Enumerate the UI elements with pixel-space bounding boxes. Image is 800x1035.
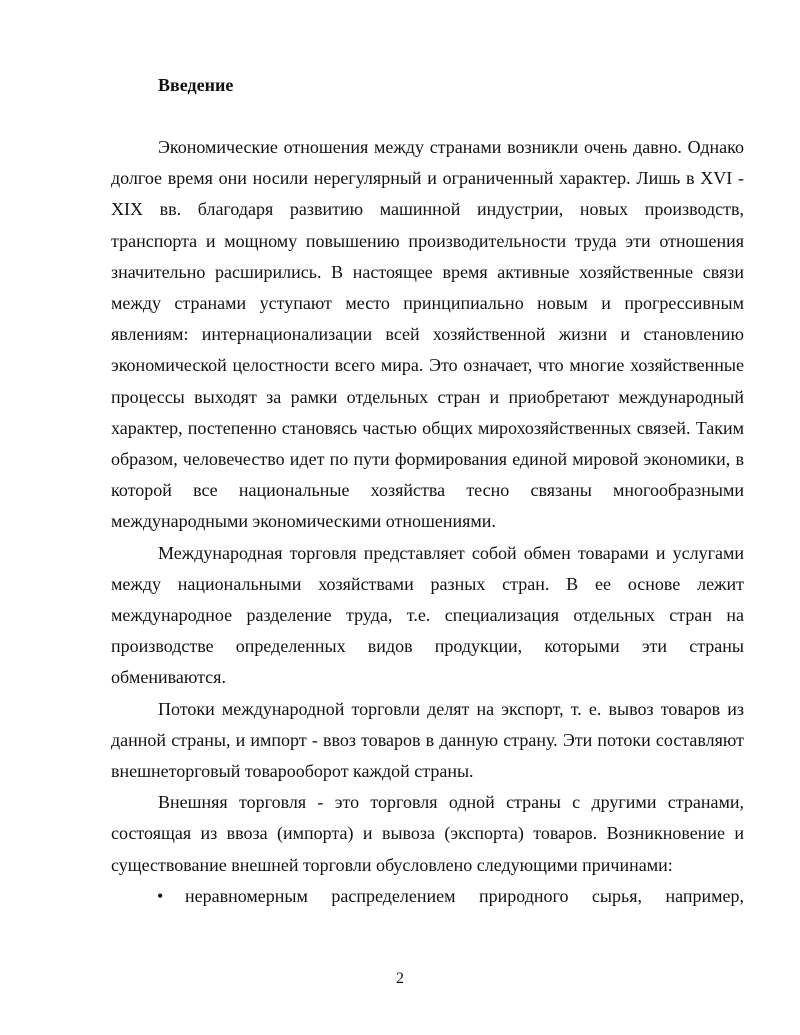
bullet-marker: • (157, 885, 164, 906)
section-heading: Введение (158, 75, 234, 95)
paragraph-foreign-trade: Внешняя торговля - это торговля одной страны с другими странами, состоящая из ввоза (импорта) и вывоза (экспорта) товаров. Возникновение и существование внешней торговли обусловлено следующими причинами: (111, 792, 744, 875)
page-content (111, 70, 744, 912)
paragraph-international-trade: Международная торговля представляет собой обмен товарами и услугами между национальными хозяйствами разных стран. В ее основе лежит международное разделение труда, т.е. специализация отдельных стран на производстве определенных видов продукции, которыми эти страны обмениваются. (111, 542, 744, 688)
bullet-text: неравномерным распределением природного сырья, например, (185, 885, 744, 906)
paragraph-intro: Экономические отношения между странами возникли очень давно. Однако долгое время они носили нерегулярный и ограниченный характер. Лишь в XVI -XIX вв. благодаря развитию машинной индустрии, новых производств, транспорта и мощному повышению производительности труда эти отношения значительно расширились. В настоящее время активные хозяйственные связи между странами уступают место принципиально новым и прогрессивным явлениям: интернационализации всей хозяйственной жизни и становлению экономической целостности всего мира. Это означает, что многие хозяйственные процессы выходят за рамки отдельных стран и приобретают международный характер, постепенно становясь частью общих мирохозяйственных связей. Таким образом, человечество идет по пути формирования единой мировой экономики, в которой все национальные хозяйства тесно связаны многообразными международными экономическими отношениями. (111, 137, 744, 532)
paragraph-trade-flows: Потоки международной торговли делят на экспорт, т. е. вывоз товаров из данной страны, и импорт - ввоз товаров в данную страну. Эти потоки составляют внешнеторговый товарооборот каждой страны. (111, 698, 744, 782)
page-number: 2 (396, 970, 404, 987)
bullet-list-item (111, 881, 744, 912)
heading-spacer (111, 101, 744, 132)
